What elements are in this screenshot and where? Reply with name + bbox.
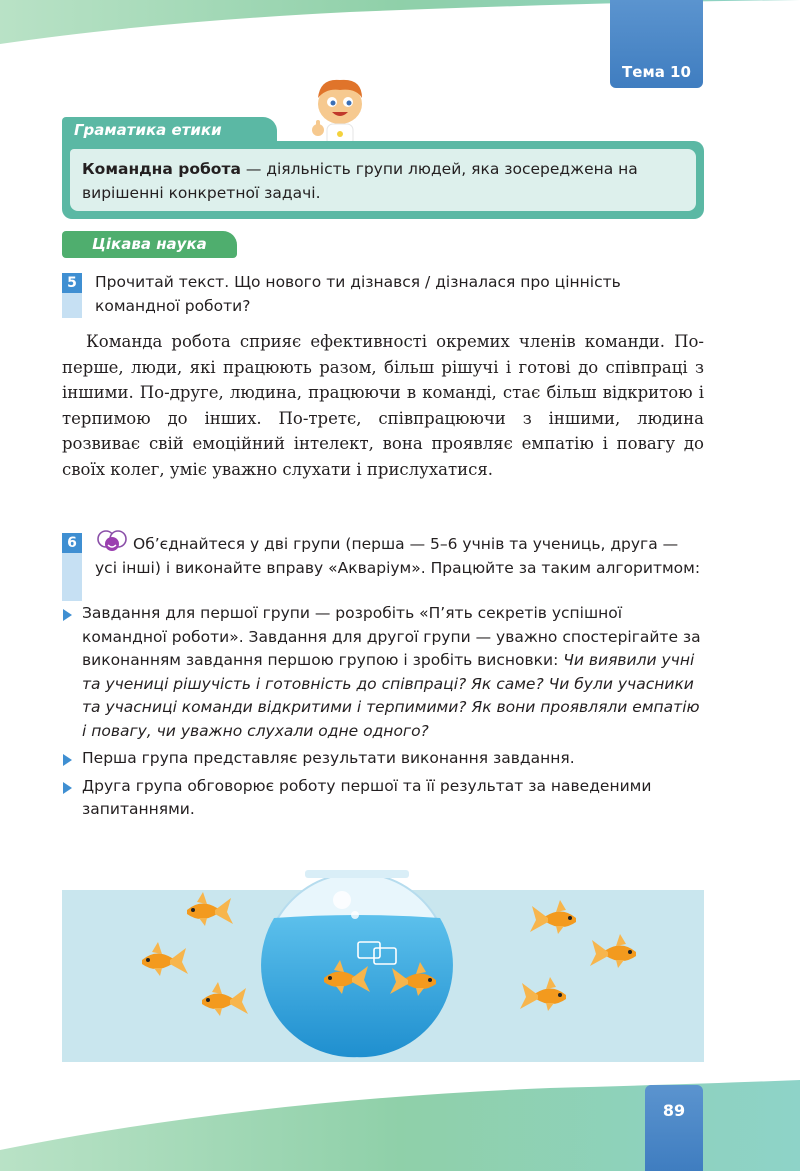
bullet-arrow-icon	[63, 754, 72, 766]
definition-text	[70, 149, 696, 211]
task-6-stripe	[62, 553, 82, 601]
grammar-of-ethics-box	[62, 141, 704, 219]
task-6-steps-list	[62, 602, 704, 826]
bullet-text: Друга група обговорює роботу першої та її результат за наведеними запитаннями.	[82, 776, 652, 818]
page-number-tab	[645, 1085, 703, 1171]
bullet-text: Завдання для першої групи — розробіть «П’ять секретів успішної командної роботи». Завдання для другої групи — уважно спостерігайте за виконанням завдання першою групою і зробіть висновки:	[82, 604, 701, 669]
page-number: 89	[662, 1101, 686, 1120]
definition-term: Командна робота	[82, 160, 241, 178]
topic-tab	[610, 0, 703, 88]
task-6-block	[95, 530, 704, 580]
list-item	[62, 775, 704, 822]
definition-body: — діяльність групи людей, яка зосереджена на вирішенні конкретної задачі.	[82, 160, 638, 202]
aquarium-illustration	[62, 870, 704, 1062]
grammar-of-ethics-label: Граматика етики	[62, 117, 277, 143]
interesting-science-label: Цікава наука	[62, 231, 237, 258]
task-6-number: 6	[62, 533, 82, 553]
boy-illustration	[300, 72, 380, 152]
task-5-number: 5	[62, 273, 82, 293]
task-6-text: Об’єднайтеся у дві групи (перша — 5–6 учнів та учениць, друга — усі інші) і виконайте вправу «Акваріум». Працюйте за таким алгоритмом:	[95, 535, 701, 577]
bullet-arrow-icon	[63, 782, 72, 794]
topic-label: Тема 10	[622, 63, 691, 81]
task-5-stripe	[62, 293, 82, 318]
group-work-icon	[95, 530, 129, 552]
list-item	[62, 747, 704, 771]
bullet-arrow-icon	[63, 609, 72, 621]
main-text-paragraph: Команда робота сприяє ефективності окремих членів команди. По-перше, люди, які працюють разом, більш рішучі і готові до співпраці з іншими. По-друге, людина, працюючи в команді, стає більш відкритою і терпимою до інших. По-третє, співпрацюючи з іншими, людина розвиває свій емоційний інтелект, вона проявляє емпатію і повагу до своїх колег, уміє уважно слухати і прислухатися.	[62, 332, 704, 479]
list-item	[62, 602, 704, 743]
bullet-text: Перша група представляє результати виконання завдання.	[82, 749, 575, 767]
bullet-italic-questions: Чи виявили учні та учениці рішучість і готовність до співпраці? Як саме? Чи були учасники та учасниці команди відкритими і терпимими? Як вони проявляли емпатію і повагу, чи уважно слухали одне одного?	[82, 651, 700, 740]
task-5-text: Прочитай текст. Що нового ти дізнався / дізналася про цінність командної роботи?	[95, 273, 621, 315]
